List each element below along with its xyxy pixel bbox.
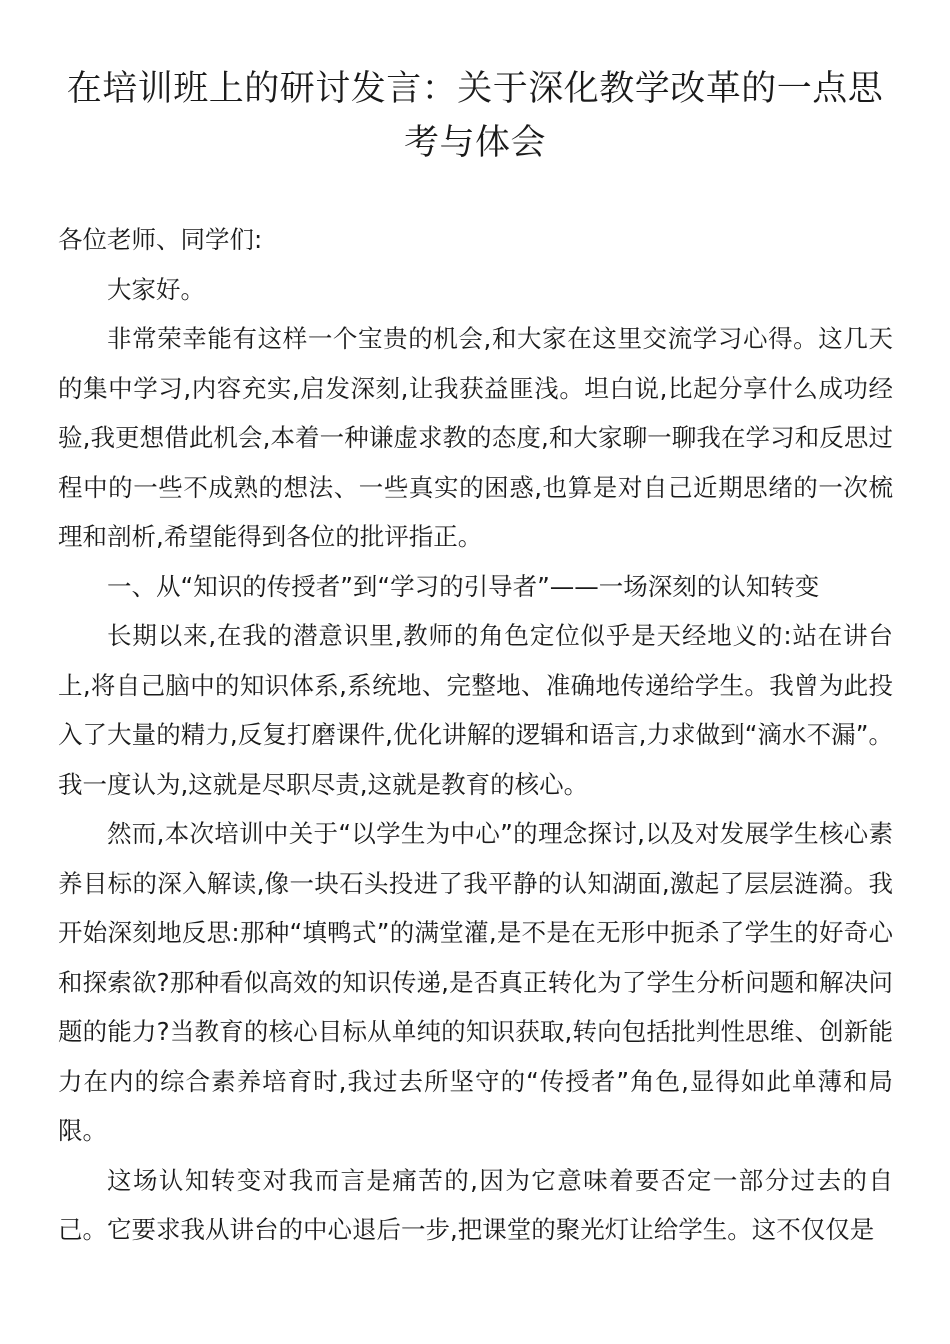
section-heading-1: 一、从“知识的传授者”到“学习的引导者”——一场深刻的认知转变 [107,571,820,601]
paragraph-intro: 非常荣幸能有这样一个宝贵的机会,和大家在这里交流学习心得。这几天的集中学习,内容充实,启发深刻,让我获益匪浅。坦白说,比起分享什么成功经验,我更想借此机会,本着一种谦虚求教的态度,和大家聊一聊我在学习和反思过程中的一些不成熟的想法、一些真实的困惑,也算是对自己近期思绪的一次梳理和剖析,希望能得到各位的批评指正。 [58,324,893,551]
salutation: 各位老师、同学们: [58,225,263,254]
paragraph-transition: 这场认知转变对我而言是痛苦的,因为它意味着要否定一部分过去的自己。它要求我从讲台的中心退后一步,把课堂的聚光灯让给学生。这不仅仅是 [58,1165,893,1244]
paragraph-role: 长期以来,在我的潜意识里,教师的角色定位似乎是天经地义的:站在讲台上,将自己脑中的知识体系,系统地、完整地、准确地传递给学生。我曾为此投入了大量的精力,反复打磨课件,优化讲解的逻辑和语言,力求做到“滴水不漏”。我一度认为,这就是尽职尽责,这就是教育的核心。 [58,621,893,799]
paragraph-reflection: 然而,本次培训中关于“以学生为中心”的理念探讨,以及对发展学生核心素养目标的深入解读,像一块石头投进了我平静的认知湖面,激起了层层涟漪。我开始深刻地反思:那种“填鸭式”的满堂灌,是不是在无形中扼杀了学生的好奇心和探索欲?那种看似高效的知识传递,是否真正转化为了学生分析问题和解决问题的能力?当教育的核心目标从单纯的知识获取,转向包括批判性思维、创新能力在内的综合素养培育时,我过去所坚守的“传授者”角色,显得如此单薄和局限。 [58,819,893,1145]
document-body [58,215,893,1255]
greeting: 大家好。 [107,274,205,304]
document-title: 在培训班上的研讨发言：关于深化教学改革的一点思考与体会 [66,69,884,163]
